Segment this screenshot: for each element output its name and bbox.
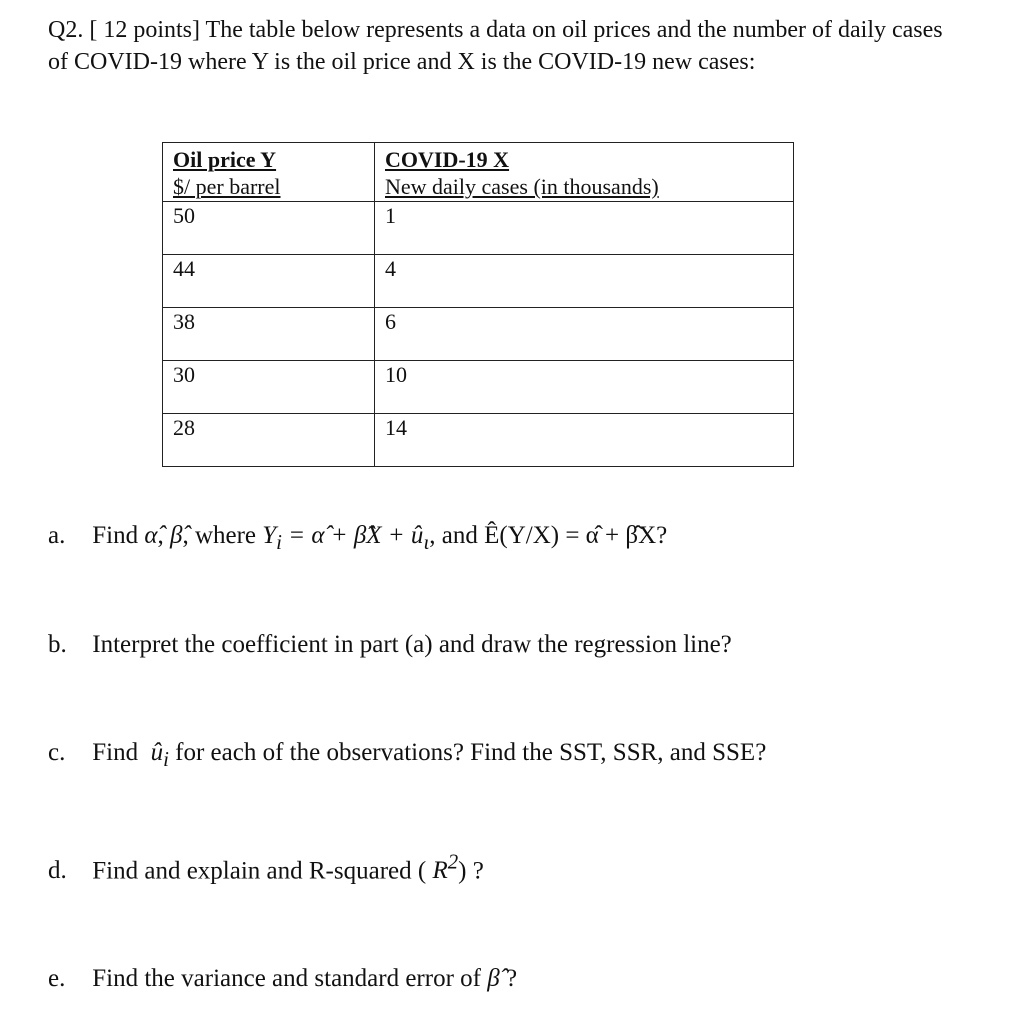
cell-value: 28 [173,415,195,440]
r-superscript: 2 [447,850,459,874]
cell-covid-cases [375,308,794,361]
data-table [162,142,794,467]
table-row [163,202,794,255]
yi-symbol [262,522,282,554]
residual-subscript: ι [423,530,430,554]
expectation-equation: Ê(Y/X) = α̂ + β̂X? [484,522,668,549]
cell-oil-price [163,255,375,308]
question-b [48,631,732,659]
question-a-find: Find [92,522,139,549]
residual-subscript: i [163,747,169,771]
question-d [48,850,484,885]
header-x-title: COVID-19 X [385,147,510,172]
question-a-and: , and [429,522,478,549]
table-row [163,361,794,414]
cell-value: 10 [385,362,407,387]
table-row [163,414,794,467]
cell-value: 4 [385,256,396,281]
regression-rhs: = α̂ + β̂X + û [288,522,424,549]
residual-symbol [144,739,169,771]
question-d-pre: Find and explain and R-squared ( [92,857,427,885]
cell-value: 38 [173,309,195,334]
cell-covid-cases [375,414,794,467]
alpha-hat-symbol: α̂ [144,522,158,549]
question-a [48,522,667,555]
question-e-post: ? [505,965,518,992]
question-a-where: , where [182,522,257,549]
cell-oil-price [163,202,375,255]
intro-line-2: of COVID-19 where Y is the oil price and X is the COVID-19 new cases: [48,49,756,75]
cell-value: 30 [173,362,195,387]
question-label: e. [48,965,66,992]
question-a-comma: , [157,522,164,549]
cell-value: 6 [385,309,396,334]
cell-oil-price [163,414,375,467]
question-label: d. [48,857,67,885]
yi-letter: Y [262,522,277,549]
yi-subscript: i [276,530,282,554]
question-c-pre: Find [92,739,139,766]
question-label: b. [48,631,67,658]
r-letter: R [432,857,448,885]
question-e-pre: Find the variance and standard error of [92,965,481,992]
question-b-text: Interpret the coefficient in part (a) and draw the regression line? [92,631,732,658]
question-e [48,965,517,993]
question-label: c. [48,739,66,766]
cell-value: 50 [173,203,195,228]
table-header-row [163,143,794,202]
beta-hat-symbol: β̂ [169,522,183,549]
table-row [163,308,794,361]
cell-value: 44 [173,256,195,281]
header-covid-cases [375,143,794,202]
question-c [48,739,766,772]
residual-letter: û [150,739,164,766]
table-row [163,255,794,308]
header-y-unit: $/ per barrel [173,174,281,199]
beta-hat-symbol: β̂ [487,965,500,992]
cell-covid-cases [375,255,794,308]
header-y-title: Oil price Y [173,147,277,172]
cell-covid-cases [375,361,794,414]
cell-oil-price [163,308,375,361]
question-c-post: for each of the observations? Find the SST, SSR, and SSE? [175,739,767,766]
header-x-unit: New daily cases (in thousands) [385,174,659,199]
question-label: a. [48,522,66,549]
header-oil-price [163,143,375,202]
regression-equation [288,522,430,554]
cell-oil-price [163,361,375,414]
r-squared-symbol [432,850,459,885]
cell-value: 14 [385,415,407,440]
question-d-post: ) ? [458,857,484,885]
intro-line-1: Q2. [ 12 points] The table below represents a data on oil prices and the number of daily cases [48,17,943,43]
question-intro [48,14,1016,78]
cell-covid-cases [375,202,794,255]
cell-value: 1 [385,203,396,228]
